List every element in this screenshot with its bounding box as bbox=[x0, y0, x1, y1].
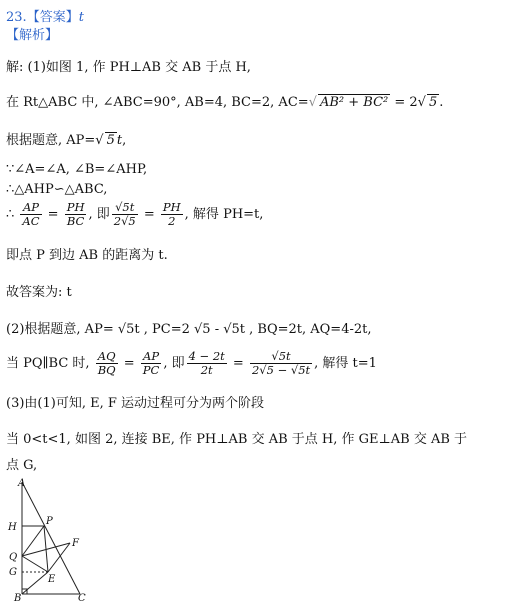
solution-line-3 bbox=[6, 132, 126, 149]
line3-text: 根据题意, AP= bbox=[6, 133, 96, 148]
answer-value: t bbox=[78, 10, 84, 25]
numerator: AP bbox=[20, 201, 41, 215]
fraction-ap-pc bbox=[141, 350, 162, 377]
radicand-5: 5 bbox=[106, 133, 115, 148]
solution-line-11: (3)由(1)可知, E, F 运动过程可分为两个阶段 bbox=[6, 396, 265, 411]
numerator: PH bbox=[162, 200, 181, 214]
fraction-ph-2 bbox=[161, 201, 183, 228]
label-b: B bbox=[14, 593, 22, 602]
line2-end: . bbox=[439, 95, 444, 110]
sqrt-sign: √ bbox=[417, 95, 426, 110]
denominator: 2√5 bbox=[113, 214, 136, 228]
equals: = bbox=[228, 356, 248, 371]
denominator: 2t bbox=[200, 363, 213, 377]
line2-text: 在 Rt△ABC 中, ∠ABC=90°, AB=4, BC=2, AC= bbox=[6, 95, 309, 110]
numerator: 4 − 2t bbox=[188, 349, 225, 363]
geometry-figure bbox=[0, 478, 120, 602]
solution-line-6 bbox=[6, 200, 263, 230]
line10-mid: , 即 bbox=[163, 356, 185, 371]
sqrt-sign: √ bbox=[308, 95, 317, 110]
line2-eq: = 2 bbox=[390, 95, 418, 110]
label-c: C bbox=[78, 593, 86, 602]
fraction-sqrt5t-2sqrt5 bbox=[112, 201, 138, 228]
equals: = bbox=[139, 207, 159, 222]
answer-tag: 【答案】 bbox=[26, 10, 79, 25]
question-header bbox=[6, 10, 84, 26]
denominator: BC bbox=[66, 214, 85, 228]
line6-mid: , 即 bbox=[88, 207, 110, 222]
solution-line-9: (2)根据题意, AP= √5t , PC=2 √5 - √5t , BQ=2t, AQ=4-2t, bbox=[6, 322, 372, 337]
solution-line-4: ∵∠A=∠A, ∠B=∠AHP, bbox=[6, 162, 148, 177]
solution-line-8: 故答案为: t bbox=[6, 285, 72, 300]
line6-end: , 解得 PH=t, bbox=[184, 207, 264, 222]
label-p: P bbox=[46, 516, 53, 527]
label-e: E bbox=[48, 574, 56, 585]
numerator: √5t bbox=[112, 201, 138, 215]
solution-line-12: 当 0<t<1, 如图 2, 连接 BE, 作 PH⊥AB 交 AB 于点 H, 作 GE⊥AB 交 AB 于 bbox=[6, 432, 468, 447]
line10-pre: 当 PQ∥BC 时, bbox=[6, 356, 90, 371]
denominator: BQ bbox=[97, 363, 116, 377]
label-q: Q bbox=[9, 552, 18, 563]
segment-qe bbox=[22, 556, 48, 572]
solution-line-7: 即点 P 到边 AB 的距离为 t. bbox=[6, 248, 168, 263]
fraction-sqrt5t-over-diff bbox=[250, 350, 312, 377]
solution-line-1: 解: (1)如图 1, 作 PH⊥AB 交 AB 于点 H, bbox=[6, 60, 251, 75]
fraction-ap-ac bbox=[20, 201, 41, 228]
fraction-4-2t-over-2t bbox=[187, 350, 227, 377]
label-g: G bbox=[9, 567, 17, 578]
solution-line-2 bbox=[6, 94, 443, 111]
solution-line-10 bbox=[6, 348, 377, 380]
label-f: F bbox=[72, 538, 79, 549]
numerator: AP bbox=[141, 350, 162, 364]
denominator: AC bbox=[22, 214, 40, 228]
denominator: PC bbox=[142, 363, 160, 377]
fraction-aq-bq bbox=[96, 350, 118, 377]
denominator: 2√5 − √5t bbox=[251, 363, 311, 377]
numerator: AQ bbox=[96, 350, 118, 364]
solution-line-5: ∴△AHP∽△ABC, bbox=[6, 182, 108, 197]
numerator: √5t bbox=[250, 350, 312, 364]
solution-line-13: 点 G, bbox=[6, 458, 38, 473]
analysis-tag: 【解析】 bbox=[6, 28, 59, 43]
fraction-ph-bc bbox=[65, 201, 87, 228]
line3-end: , bbox=[122, 133, 127, 148]
label-a: A bbox=[18, 478, 26, 489]
line6-pre: ∴ bbox=[6, 207, 15, 222]
var-t: t bbox=[116, 133, 123, 148]
sqrt-sign: √ bbox=[95, 133, 104, 148]
line10-end: , 解得 t=1 bbox=[314, 356, 377, 371]
radicand-ab-bc: AB² + BC² bbox=[319, 95, 389, 110]
label-h: H bbox=[8, 522, 17, 533]
equals: = bbox=[43, 207, 63, 222]
segment-be bbox=[22, 572, 48, 594]
equals: = bbox=[119, 356, 139, 371]
radicand-5: 5 bbox=[428, 95, 438, 110]
segment-pq bbox=[22, 526, 44, 556]
numerator: PH bbox=[66, 200, 85, 214]
question-number: 23. bbox=[6, 10, 27, 25]
denominator: 2 bbox=[168, 214, 176, 228]
